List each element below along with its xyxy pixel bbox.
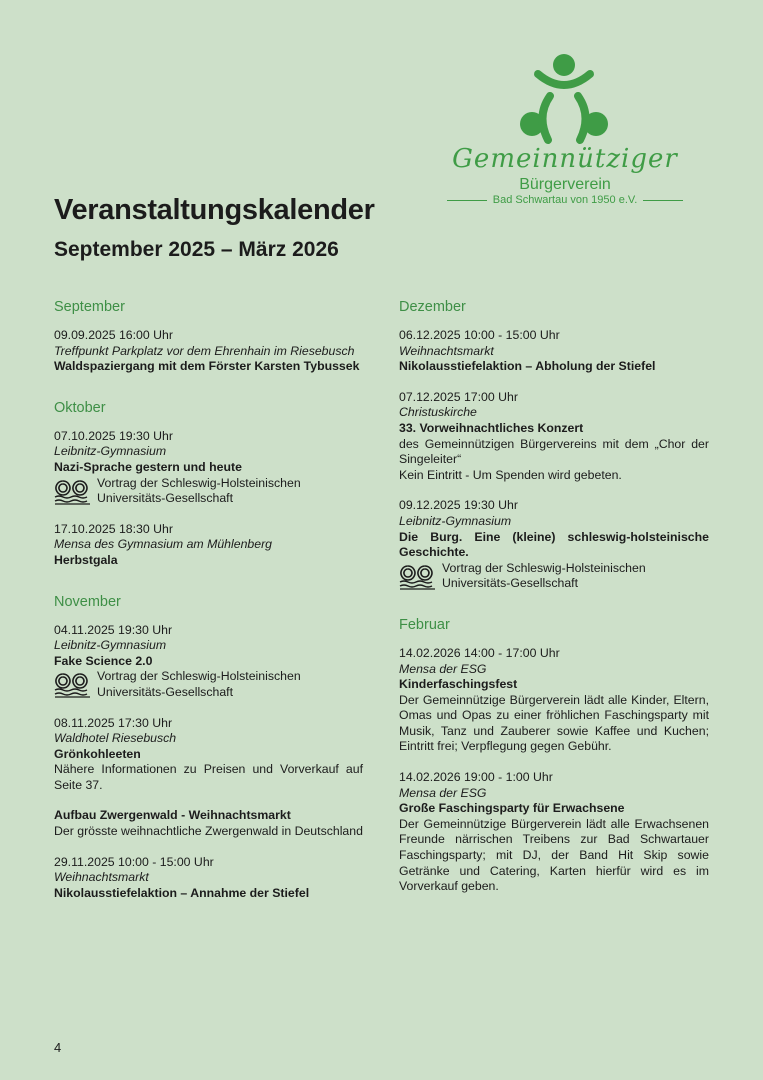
event-title: Nikolausstiefelaktion – Abholung der Stiefel — [399, 359, 656, 374]
university-partner-note — [54, 476, 363, 507]
event-description: Nähere Informationen zu Preisen und Vorverkauf auf Seite 37. — [54, 762, 363, 792]
event-location: Weihnachtsmarkt — [54, 870, 149, 885]
partner-text: Vortrag der Schleswig-Holsteinischen Universitäts-Gesellschaft — [442, 560, 646, 591]
logo-rule-left — [447, 200, 487, 201]
page-title: Veranstaltungskalender — [54, 194, 375, 226]
page-number: 4 — [54, 1040, 62, 1055]
event-date: 08.11.2025 17:30 Uhr — [54, 715, 173, 730]
university-society-icon — [54, 478, 92, 505]
partner-text: Vortrag der Schleswig-Holsteinischen Universitäts-Gesellschaft — [97, 475, 301, 506]
event-title: Herbstgala — [54, 552, 118, 567]
event-item — [399, 390, 709, 484]
event-date: 06.12.2025 10:00 - 15:00 Uhr — [399, 328, 560, 342]
event-title: Grönkohleeten — [54, 746, 141, 761]
event-item — [54, 328, 363, 375]
logo-name: Bürgerverein — [519, 176, 611, 193]
event-date: 17.10.2025 18:30 Uhr — [54, 521, 173, 536]
event-title: Nazi-Sprache gestern und heute — [54, 459, 242, 474]
event-title: Kinderfaschingsfest — [399, 677, 518, 692]
event-title: Große Faschingsparty für Erwachsene — [399, 801, 625, 816]
event-item — [54, 808, 363, 839]
university-partner-note — [54, 669, 363, 700]
month-heading-september: September — [54, 299, 125, 315]
right-column — [399, 298, 709, 910]
event-title: Nikolausstiefelaktion – Annahme der Stiefel — [54, 885, 310, 900]
event-item — [399, 328, 709, 375]
month-heading-oktober: Oktober — [54, 399, 106, 416]
event-location: Weihnachtsmarkt — [399, 343, 494, 358]
event-description: Der Gemeinnützige Bürgerverein lädt alle Erwachsenen Freunde närrischen Treibens zur Bad Schwartauer Faschingsparty; mit DJ, der Band Hit Skip sowie Getränke und Catering, Karten hierfür wird es im Vorverkauf geben. — [399, 816, 709, 894]
event-item — [399, 498, 709, 592]
event-location: Christuskirche — [399, 405, 477, 420]
event-item — [399, 770, 709, 895]
event-location: Treffpunkt Parkplatz vor dem Ehrenhain im Riesebusch — [54, 343, 355, 358]
event-title: Fake Science 2.0 — [54, 653, 153, 668]
event-location: Leibnitz-Gymnasium — [54, 638, 167, 653]
event-date: 09.09.2025 16:00 Uhr — [54, 328, 173, 342]
event-title: Waldspaziergang mit dem Förster Karsten Tybussek — [54, 359, 360, 374]
event-note: Kein Eintritt - Um Spenden wird gebeten. — [399, 467, 622, 482]
event-date: 14.02.2026 14:00 - 17:00 Uhr — [399, 645, 560, 660]
event-date: 14.02.2026 19:00 - 1:00 Uhr — [399, 770, 553, 785]
month-heading-februar: Februar — [399, 616, 450, 633]
event-item — [54, 716, 363, 794]
logo-subline — [440, 194, 690, 206]
verein-logo — [440, 52, 690, 210]
event-description: des Gemeinnützigen Bürgervereins mit dem „Chor der Singeleiter“ — [399, 436, 709, 467]
event-date: 29.11.2025 10:00 - 15:00 Uhr — [54, 854, 214, 869]
event-title: 33. Vorweihnachtliches Konzert — [399, 420, 584, 435]
event-location: Mensa der ESG — [399, 785, 487, 800]
event-title: Aufbau Zwergenwald - Weihnachtsmarkt — [54, 808, 291, 823]
month-heading-dezember: Dezember — [399, 299, 466, 315]
event-date: 09.12.2025 19:30 Uhr — [399, 498, 518, 513]
event-item — [54, 522, 363, 569]
university-partner-note — [399, 561, 709, 592]
logo-script-text: Gemeinnütziger — [452, 144, 678, 174]
page-subtitle: September 2025 – März 2026 — [54, 238, 339, 261]
event-location: Mensa der ESG — [399, 661, 487, 676]
event-location: Leibnitz-Gymnasium — [399, 513, 512, 528]
event-location: Waldhotel Riesebusch — [54, 731, 177, 746]
event-date: 07.12.2025 17:00 Uhr — [399, 389, 518, 404]
people-emblem-icon — [440, 52, 690, 147]
logo-rule-right — [643, 200, 683, 201]
event-location: Mensa des Gymnasium am Mühlenberg — [54, 537, 273, 552]
left-column — [54, 298, 363, 916]
month-heading-november: November — [54, 593, 121, 610]
university-society-icon — [54, 671, 92, 698]
event-title: Die Burg. Eine (kleine) schleswig-holsteinische Geschichte. — [399, 529, 709, 560]
logo-sub-text: Bad Schwartau von 1950 e.V. — [492, 194, 638, 206]
event-date: 04.11.2025 19:30 Uhr — [54, 622, 173, 637]
event-description: Der grösste weihnachtliche Zwergenwald in Deutschland — [54, 824, 363, 839]
university-society-icon — [399, 563, 437, 590]
partner-text: Vortrag der Schleswig-Holsteinischen Universitäts-Gesellschaft — [97, 669, 301, 699]
event-item — [54, 429, 363, 507]
event-description: Der Gemeinnützige Bürgerverein lädt alle Kinder, Eltern, Omas und Opas zu einer fröhlichen Faschingsparty mit Musik, Tanz und Zauberer sowie Kaffee und Kuchen; Eintritt frei; Verpflegung gegen Gebühr. — [399, 692, 709, 754]
event-location: Leibnitz-Gymnasium — [54, 444, 167, 459]
event-item — [54, 855, 363, 902]
event-item — [399, 646, 709, 755]
event-item — [54, 623, 363, 701]
event-date: 07.10.2025 19:30 Uhr — [54, 428, 173, 443]
